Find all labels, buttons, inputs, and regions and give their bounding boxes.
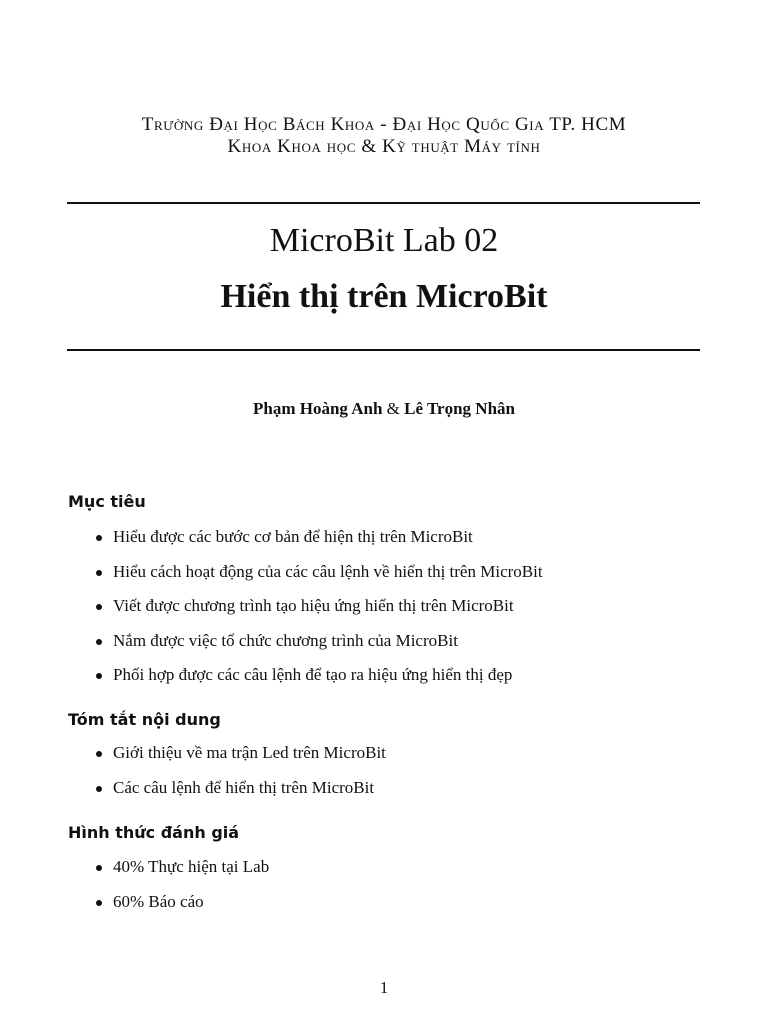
bullet-icon — [96, 535, 102, 541]
list-item — [93, 596, 543, 631]
section-heading-evaluation: Hình thức đánh giá — [68, 823, 240, 842]
bullet-icon — [96, 786, 102, 792]
author-2: Lê Trọng Nhân — [404, 399, 515, 418]
list-item-text: Nắm được việc tổ chức chương trình của MicroBit — [113, 630, 458, 650]
title-rule-bottom — [67, 349, 700, 351]
list-item — [93, 778, 386, 813]
bullet-icon — [96, 673, 102, 679]
section-heading-summary: Tóm tắt nội dung — [68, 710, 221, 729]
lab-subtitle: Hiển thị trên MicroBit — [220, 278, 548, 315]
page-number: 1 — [379, 978, 389, 997]
list-item-text: Hiểu cách hoạt động của các câu lệnh về hiển thị trên MicroBit — [113, 561, 543, 581]
list-item — [93, 743, 386, 778]
list-item-text: Viết được chương trình tạo hiệu ứng hiển thị trên MicroBit — [113, 596, 514, 615]
bullet-icon — [96, 570, 102, 576]
summary-list — [93, 743, 386, 812]
author-1: Phạm Hoàng Anh — [252, 399, 383, 418]
list-item — [93, 665, 543, 700]
list-item-text: Các câu lệnh để hiển thị trên MicroBit — [113, 777, 375, 797]
list-item — [93, 527, 543, 562]
section-heading-objectives: Mục tiêu — [68, 492, 146, 511]
bullet-icon — [96, 604, 102, 610]
list-item-text: 40% Thực hiện tại Lab — [113, 857, 270, 876]
institution-faculty: Khoa Khoa học & Kỹ thuật Máy tính — [227, 136, 541, 157]
institution-university: Trường Đại Học Bách Khoa - Đại Học Quốc Gia TP. HCM — [141, 114, 627, 135]
list-item — [93, 857, 269, 892]
evaluation-list — [93, 857, 269, 926]
list-item — [93, 562, 543, 597]
list-item-text: Phối hợp được các câu lệnh để tạo ra hiệu ứng hiển thị đẹp — [113, 665, 513, 684]
author-separator: & — [386, 399, 400, 418]
lab-title: MicroBit Lab 02 — [269, 222, 499, 259]
list-item-text: Giới thiệu về ma trận Led trên MicroBit — [113, 743, 386, 762]
author-line — [0, 398, 768, 420]
list-item — [93, 631, 543, 666]
title-rule-top — [67, 202, 700, 204]
bullet-icon — [96, 751, 102, 757]
bullet-icon — [96, 865, 102, 871]
objectives-list — [93, 527, 543, 700]
bullet-icon — [96, 900, 102, 906]
list-item — [93, 892, 269, 927]
list-item-text: Hiểu được các bước cơ bản để hiện thị trên MicroBit — [113, 527, 473, 546]
bullet-icon — [96, 639, 102, 645]
list-item-text: 60% Báo cáo — [113, 891, 204, 911]
